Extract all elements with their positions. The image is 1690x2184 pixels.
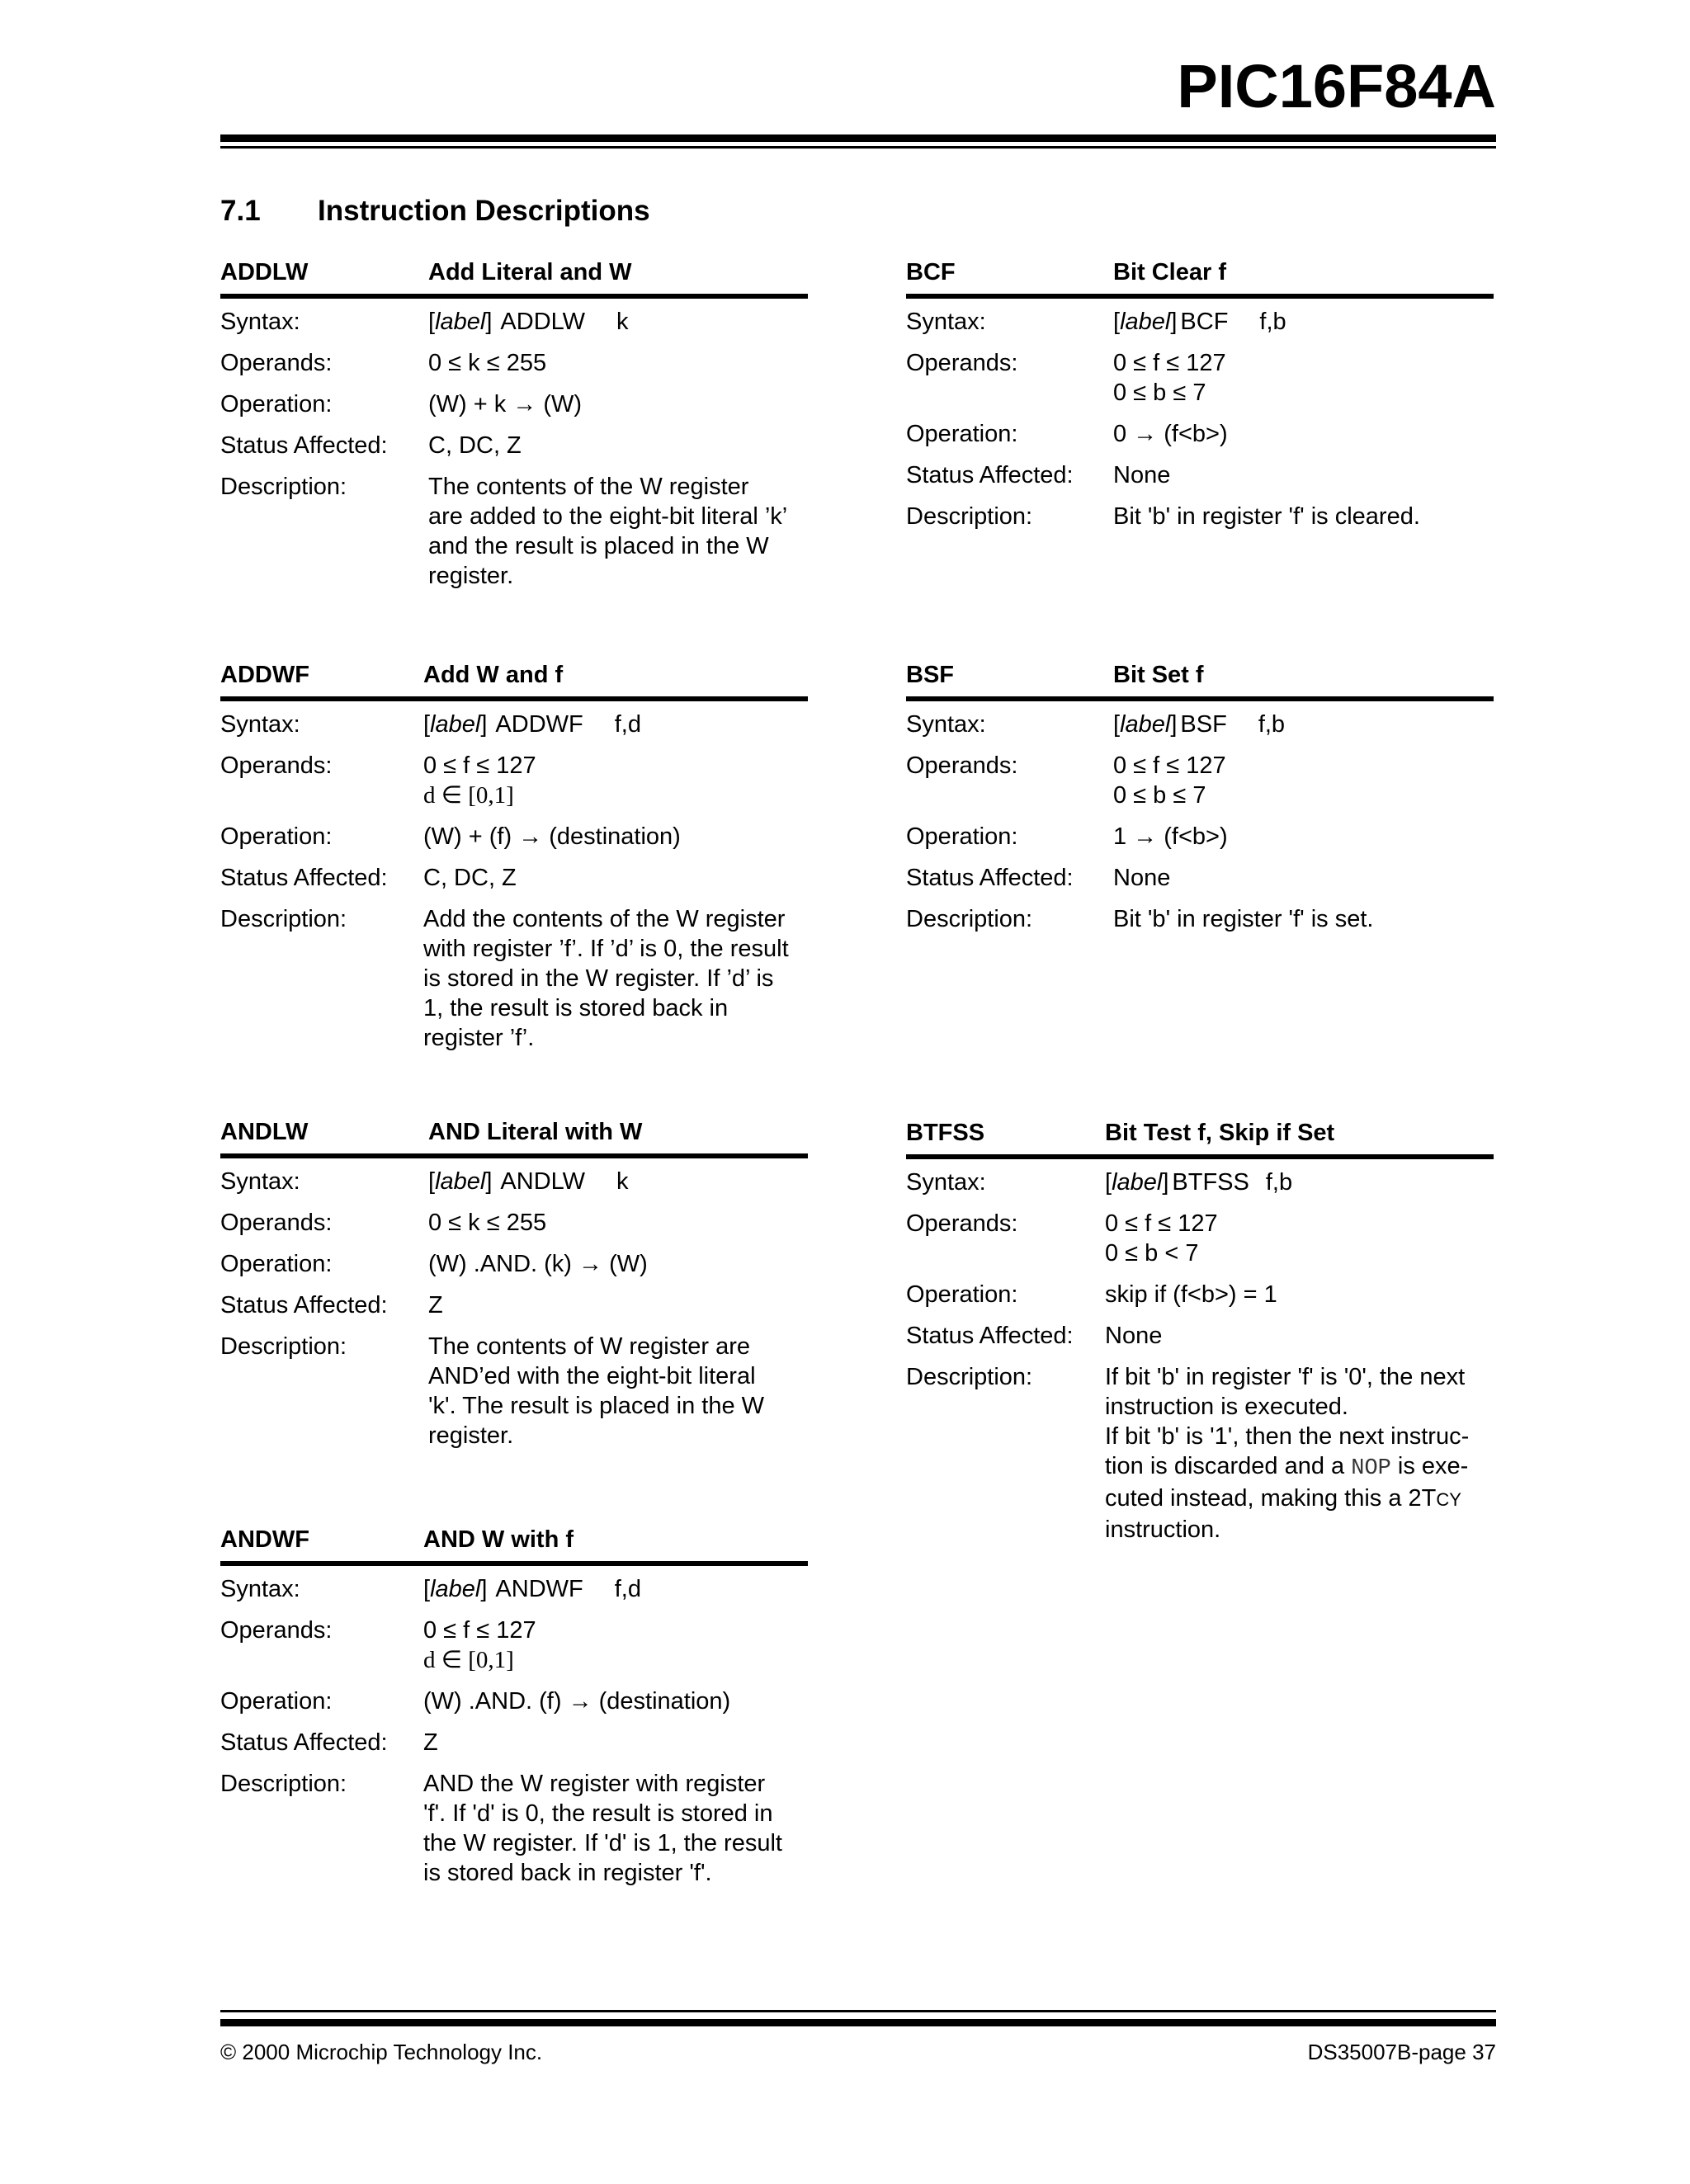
instruction-title: Add Literal and W [428, 259, 632, 285]
operation-value: 0 → (f<b>) [1113, 421, 1228, 447]
syntax-label: Syntax: [220, 711, 300, 738]
operands-row [220, 751, 808, 810]
document-title: PIC16F84A [1177, 52, 1496, 120]
operation-value: (W) .AND. (k) → (W) [428, 1251, 648, 1277]
description-line: Bit 'b' in register 'f' is set. [1113, 906, 1374, 932]
instruction-rule [906, 294, 1494, 299]
syntax-label-placeholder: label [435, 309, 486, 335]
operands-row [220, 1616, 808, 1675]
description-line [1105, 1451, 1494, 1484]
description-row [906, 1362, 1494, 1545]
operand-line: 0 ≤ f ≤ 127 [1105, 1210, 1218, 1237]
operation-label: Operation: [220, 823, 333, 850]
operands-label: Operands: [906, 350, 1018, 376]
description-line: register. [428, 1422, 514, 1449]
status-label: Status Affected: [220, 865, 388, 891]
instruction-btfss [906, 1118, 1494, 1556]
syntax-row: Syntax: [label] ADDLW k [220, 309, 629, 335]
instruction-title: AND W with f [423, 1526, 574, 1553]
description-label: Description: [906, 906, 1033, 932]
operands-label: Operands: [906, 752, 1018, 779]
status-value: C, DC, Z [428, 432, 522, 459]
syntax-mnemonic: BCF [1180, 309, 1229, 335]
status-row [906, 863, 1494, 893]
description-text: cuted instead, making this a 2T [1105, 1485, 1437, 1512]
syntax-label-placeholder: label [1112, 1169, 1163, 1196]
operation-value: 1 → (f<b>) [1113, 823, 1228, 850]
status-label: Status Affected: [220, 1292, 388, 1318]
description-line: are added to the eight-bit literal ’k’ [428, 503, 788, 530]
operand-line: 0 ≤ f ≤ 127 [423, 1617, 536, 1644]
operand-line: 0 ≤ k ≤ 255 [428, 350, 547, 376]
operation-label: Operation: [220, 1688, 333, 1715]
operand-line: 0 ≤ b ≤ 7 [1113, 380, 1206, 406]
instruction-mnemonic: ADDLW [220, 259, 309, 285]
syntax-operands: f,b [1259, 309, 1286, 335]
description-line: AND’ed with the eight-bit literal [428, 1363, 756, 1389]
syntax-row: Syntax: [label] BSF f,b [906, 711, 1286, 738]
operation-value: (W) + k → (W) [428, 391, 583, 417]
operand-line: 0 ≤ f ≤ 127 [1113, 752, 1226, 779]
operation-value: (W) .AND. (f) → (destination) [423, 1688, 731, 1715]
operation-row [906, 419, 1494, 449]
operand-line: 0 ≤ f ≤ 127 [1113, 350, 1226, 376]
operand-line: 0 ≤ b < 7 [1105, 1240, 1199, 1267]
status-label: Status Affected: [906, 865, 1074, 891]
operand-line: 0 ≤ k ≤ 255 [428, 1210, 547, 1236]
syntax-operands: f,b [1258, 711, 1286, 738]
syntax-mnemonic: ADDLW [500, 309, 585, 335]
instruction-bsf [906, 660, 1494, 946]
instruction-rule [906, 696, 1494, 701]
description-line: AND the W register with register [423, 1771, 766, 1797]
instruction-rule [220, 696, 808, 701]
operands-label: Operands: [220, 350, 333, 376]
syntax-row: Syntax: [label] ANDLW k [220, 1168, 629, 1195]
instruction-bcf [906, 257, 1494, 543]
status-value: Z [423, 1729, 438, 1756]
status-value: Z [428, 1292, 443, 1318]
instruction-mnemonic: ANDLW [220, 1119, 309, 1145]
operand-line: d ∈ [0,1] [423, 1647, 514, 1673]
operation-row [220, 1249, 808, 1279]
status-label: Status Affected: [220, 1729, 388, 1756]
operation-row [906, 822, 1494, 851]
description-label: Description: [906, 1364, 1033, 1390]
description-row [906, 502, 1494, 531]
operation-label: Operation: [220, 1251, 333, 1277]
status-value: None [1105, 1323, 1163, 1349]
description-label: Description: [220, 1771, 347, 1797]
description-line: Add the contents of the W register [423, 906, 786, 932]
description-line: is stored back in register 'f'. [423, 1860, 712, 1886]
description-line: If bit 'b' in register 'f' is '0', the next [1105, 1364, 1466, 1390]
syntax-label-placeholder: label [435, 1168, 486, 1195]
description-line: register ’f’. [423, 1025, 535, 1051]
operands-row [906, 1209, 1494, 1268]
status-value: C, DC, Z [423, 865, 517, 891]
instruction-title: Bit Test f, Skip if Set [1105, 1120, 1335, 1146]
syntax-label-placeholder: label [430, 711, 481, 738]
status-label: Status Affected: [906, 1323, 1074, 1349]
operation-label: Operation: [906, 421, 1018, 447]
instruction-title: Bit Clear f [1113, 259, 1226, 285]
syntax-label: Syntax: [906, 711, 986, 738]
syntax-row: Syntax: [label] BTFSS f,b [906, 1169, 1293, 1196]
syntax-label-placeholder: label [430, 1576, 481, 1602]
syntax-label: Syntax: [220, 1168, 300, 1195]
operation-label: Operation: [906, 1281, 1018, 1308]
syntax-mnemonic: BSF [1180, 711, 1227, 738]
operation-label: Operation: [906, 823, 1018, 850]
syntax-operands: k [616, 1168, 629, 1195]
description-line: Bit 'b' in register 'f' is cleared. [1113, 503, 1420, 530]
syntax-label: Syntax: [906, 1169, 986, 1196]
instruction-mnemonic: BSF [906, 662, 954, 688]
instruction-mnemonic: BCF [906, 259, 956, 285]
syntax-operands: f,b [1265, 1169, 1293, 1196]
operation-row [220, 1686, 808, 1716]
instruction-title: Bit Set f [1113, 662, 1204, 688]
description-line: 'f'. If 'd' is 0, the result is stored in [423, 1800, 773, 1827]
operation-row [220, 822, 808, 851]
status-value: None [1113, 462, 1171, 488]
description-label: Description: [906, 503, 1033, 530]
operation-label: Operation: [220, 391, 333, 417]
instruction-addlw [220, 257, 808, 602]
operands-label: Operands: [220, 1617, 333, 1644]
description-line: is stored in the W register. If ’d’ is [423, 965, 774, 992]
instruction-title: AND Literal with W [428, 1119, 643, 1145]
header-rule-thick [220, 134, 1496, 142]
syntax-label: Syntax: [220, 309, 300, 335]
syntax-operands: f,d [614, 711, 641, 738]
syntax-mnemonic: ADDWF [495, 711, 583, 738]
description-line: 1, the result is stored back in [423, 995, 729, 1021]
description-line: The contents of the W register [428, 474, 749, 500]
instruction-andwf [220, 1525, 808, 1899]
footer-copyright: © 2000 Microchip Technology Inc. [220, 2040, 543, 2064]
syntax-row: Syntax: [label] BCF f,b [906, 309, 1286, 335]
syntax-label: Syntax: [220, 1576, 300, 1602]
description-line: If bit 'b' is '1', then the next instruc- [1105, 1423, 1470, 1450]
description-line: instruction is executed. [1105, 1394, 1348, 1420]
description-line: The contents of W register are [428, 1333, 751, 1360]
syntax-mnemonic: ANDLW [500, 1168, 585, 1195]
instruction-title: Add W and f [423, 662, 564, 688]
operation-value: skip if (f<b>) = 1 [1105, 1281, 1277, 1308]
description-label: Description: [220, 1333, 347, 1360]
syntax-row: Syntax: [label] ANDWF f,d [220, 1576, 641, 1602]
section-heading [220, 195, 650, 228]
operands-label: Operands: [906, 1210, 1018, 1237]
description-row [906, 904, 1494, 934]
status-value: None [1113, 865, 1171, 891]
footer-rule-thick [220, 2019, 1496, 2026]
footer-page-number: DS35007B-page 37 [1307, 2040, 1496, 2064]
operation-row [220, 389, 808, 419]
status-label: Status Affected: [220, 432, 388, 459]
description-line [1105, 1484, 1494, 1515]
instruction-mnemonic: BTFSS [906, 1120, 985, 1146]
description-text: tion is discarded and a [1105, 1453, 1352, 1479]
syntax-label-placeholder: label [1120, 309, 1171, 335]
syntax-operands: f,d [614, 1576, 641, 1602]
operation-value: (W) + (f) → (destination) [423, 823, 681, 850]
syntax-row: Syntax: [label] ADDWF f,d [220, 711, 641, 738]
syntax-label: Syntax: [906, 309, 986, 335]
description-line: 'k'. The result is placed in the W [428, 1393, 765, 1419]
syntax-label-placeholder: label [1120, 711, 1171, 738]
description-row [220, 1769, 808, 1888]
operands-label: Operands: [220, 1210, 333, 1236]
status-label: Status Affected: [906, 462, 1074, 488]
section-title: Instruction Descriptions [318, 195, 650, 227]
status-row [906, 460, 1494, 490]
description-line: instruction. [1105, 1517, 1221, 1543]
description-line: with register ’f’. If ’d’ is 0, the result [423, 936, 789, 962]
nop-code: NOP [1351, 1456, 1391, 1481]
status-row [220, 1290, 808, 1320]
operands-row [906, 348, 1494, 408]
instruction-mnemonic: ADDWF [220, 662, 309, 688]
instruction-rule [906, 1154, 1494, 1159]
description-row [220, 1332, 808, 1450]
operand-line: 0 ≤ f ≤ 127 [423, 752, 536, 779]
instruction-addwf [220, 660, 808, 1064]
description-row [220, 904, 808, 1053]
operand-line: 0 ≤ b ≤ 7 [1113, 782, 1206, 809]
description-line: register. [428, 563, 514, 589]
status-row [220, 431, 808, 460]
syntax-operands: k [616, 309, 629, 335]
cycle-subscript: CY [1436, 1489, 1461, 1510]
operands-row [220, 1208, 808, 1238]
operands-row [906, 751, 1494, 810]
description-text: is exe- [1390, 1453, 1469, 1479]
description-line: the W register. If 'd' is 1, the result [423, 1830, 782, 1856]
status-row [220, 1728, 808, 1757]
operands-label: Operands: [220, 752, 333, 779]
description-label: Description: [220, 474, 347, 500]
operation-row [906, 1280, 1494, 1309]
header-rule-thin [220, 146, 1496, 149]
footer-rule-thin [220, 2010, 1496, 2012]
instruction-rule [220, 1153, 808, 1158]
syntax-mnemonic: ANDWF [495, 1576, 583, 1602]
instruction-andlw [220, 1117, 808, 1462]
status-row [906, 1321, 1494, 1351]
status-row [220, 863, 808, 893]
instruction-rule [220, 294, 808, 299]
operands-row [220, 348, 808, 378]
description-line: and the result is placed in the W [428, 533, 769, 559]
operand-line: d ∈ [0,1] [423, 782, 514, 809]
instruction-rule [220, 1561, 808, 1566]
description-label: Description: [220, 906, 347, 932]
description-row [220, 472, 808, 591]
syntax-mnemonic: BTFSS [1172, 1169, 1249, 1196]
instruction-mnemonic: ANDWF [220, 1526, 309, 1553]
section-number: 7.1 [220, 195, 261, 227]
